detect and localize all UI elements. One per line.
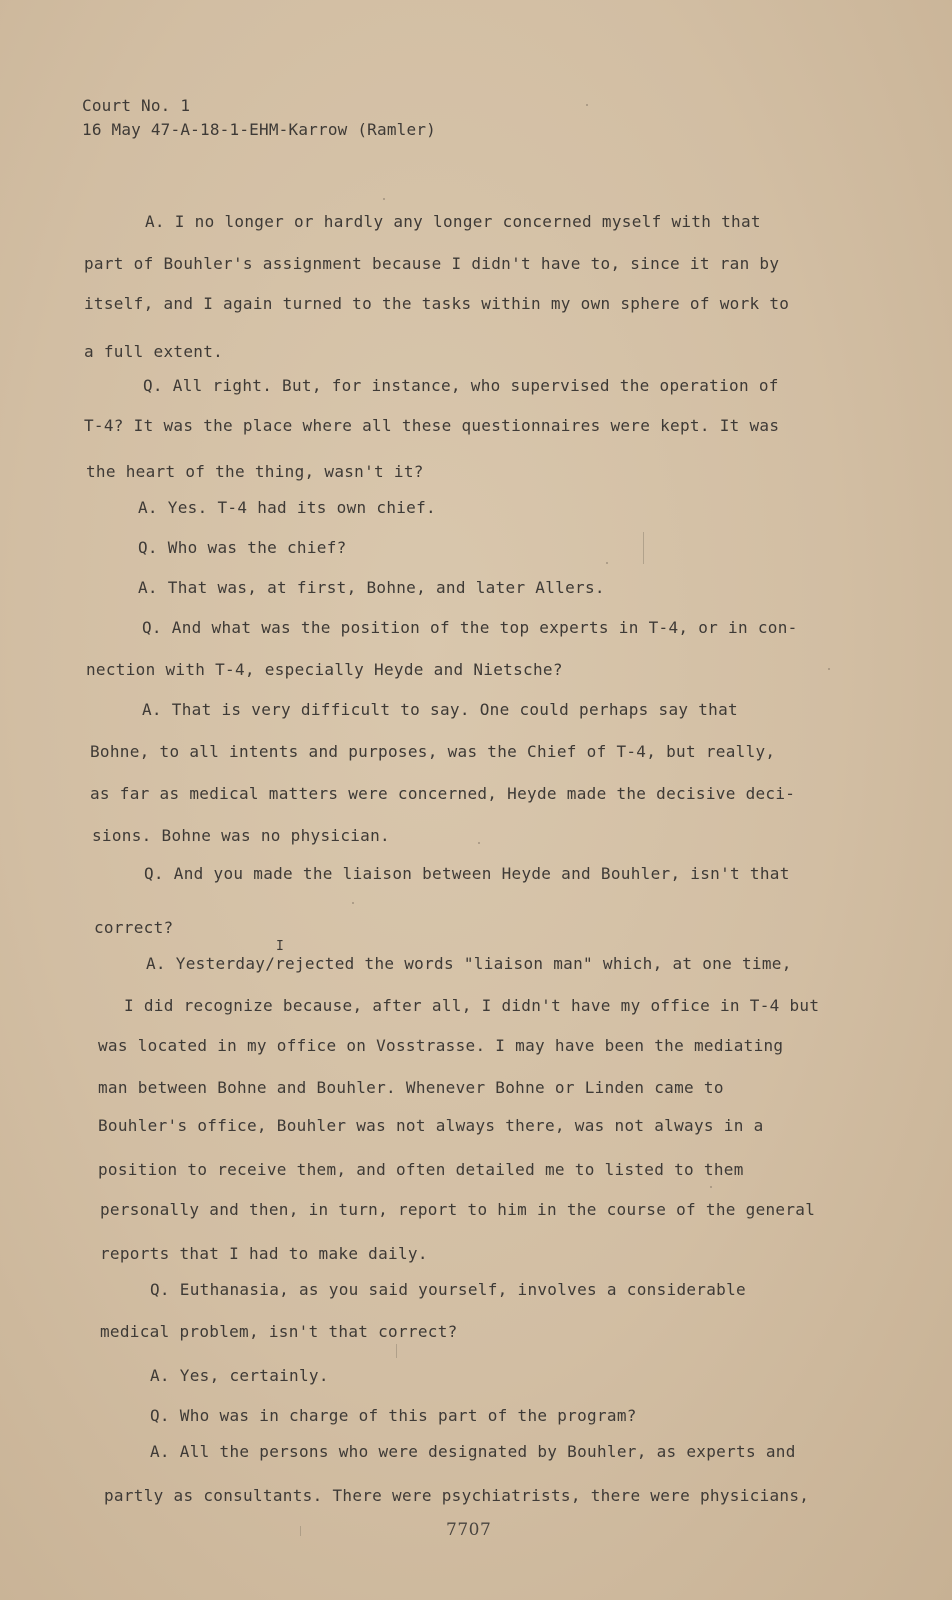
paper-speck xyxy=(606,562,608,564)
paper-speck xyxy=(828,668,830,670)
transcript-line: sions. Bohne was no physician. xyxy=(92,826,390,845)
transcript-line: medical problem, isn't that correct? xyxy=(100,1322,458,1341)
transcript-line: part of Bouhler's assignment because I didn't have to, since it ran by xyxy=(84,254,780,273)
transcript-line: man between Bohne and Bouhler. Whenever Bohne or Linden came to xyxy=(98,1078,724,1097)
page-number: 7707 xyxy=(446,1520,492,1540)
paper-speck xyxy=(383,198,385,200)
document-header xyxy=(82,94,436,142)
transcript-line: correct? xyxy=(94,918,174,937)
transcript-line: A. Yes, certainly. xyxy=(150,1366,329,1385)
transcript-line: A. Yes. T-4 had its own chief. xyxy=(138,498,436,517)
transcript-line: nection with T-4, especially Heyde and Nietsche? xyxy=(86,660,563,679)
transcript-line: T-4? It was the place where all these questionnaires were kept. It was xyxy=(84,416,780,435)
transcript-line: was located in my office on Vosstrasse. I may have been the mediating xyxy=(98,1036,784,1055)
transcript-line: Q. Who was the chief? xyxy=(138,538,347,557)
document-reference: 16 May 47-A-18-1-EHM-Karrow (Ramler) xyxy=(82,120,436,139)
transcript-line: reports that I had to make daily. xyxy=(100,1244,428,1263)
transcript-line: Bohne, to all intents and purposes, was the Chief of T-4, but really, xyxy=(90,742,776,761)
transcript-line: as far as medical matters were concerned, Heyde made the decisive deci- xyxy=(90,784,796,803)
paper-scratch xyxy=(643,532,644,564)
paper-scratch xyxy=(300,1526,301,1536)
transcript-line: position to receive them, and often detailed me to listed to them xyxy=(98,1160,744,1179)
transcript-line: a full extent. xyxy=(84,342,224,361)
paper-speck xyxy=(478,842,480,844)
transcript-line: Q. And what was the position of the top experts in T-4, or in con- xyxy=(142,618,798,637)
paper-scratch xyxy=(396,1344,397,1358)
court-number: Court No. 1 xyxy=(82,96,191,115)
transcript-line: Q. All right. But, for instance, who supervised the operation of xyxy=(143,376,779,395)
transcript-line: A. All the persons who were designated by Bouhler, as experts and xyxy=(150,1442,796,1461)
transcript-line: A. That is very difficult to say. One could perhaps say that xyxy=(142,700,738,719)
transcript-line: A. I no longer or hardly any longer concerned myself with that xyxy=(145,212,761,231)
transcript-line: Q. Who was in charge of this part of the program? xyxy=(150,1406,637,1425)
transcript-line: personally and then, in turn, report to him in the course of the general xyxy=(100,1200,816,1219)
transcript-line: A. That was, at first, Bohne, and later Allers. xyxy=(138,578,605,597)
paper-speck xyxy=(710,1186,712,1188)
paper-speck xyxy=(586,104,588,106)
transcript-line: Q. Euthanasia, as you said yourself, involves a considerable xyxy=(150,1280,746,1299)
transcript-line: I did recognize because, after all, I didn't have my office in T-4 but xyxy=(124,996,820,1015)
paper-speck xyxy=(352,902,354,904)
handwritten-correction: I xyxy=(276,939,284,954)
transcript-line: Q. And you made the liaison between Heyde and Bouhler, isn't that xyxy=(144,864,790,883)
transcript-line: the heart of the thing, wasn't it? xyxy=(86,462,424,481)
transcript-line: itself, and I again turned to the tasks within my own sphere of work to xyxy=(84,294,790,313)
transcript-line: partly as consultants. There were psychiatrists, there were physicians, xyxy=(104,1486,810,1505)
transcript-line: Bouhler's office, Bouhler was not always there, was not always in a xyxy=(98,1116,764,1135)
transcript-line: A. Yesterday/rejected the words "liaison man" which, at one time, xyxy=(146,954,792,973)
